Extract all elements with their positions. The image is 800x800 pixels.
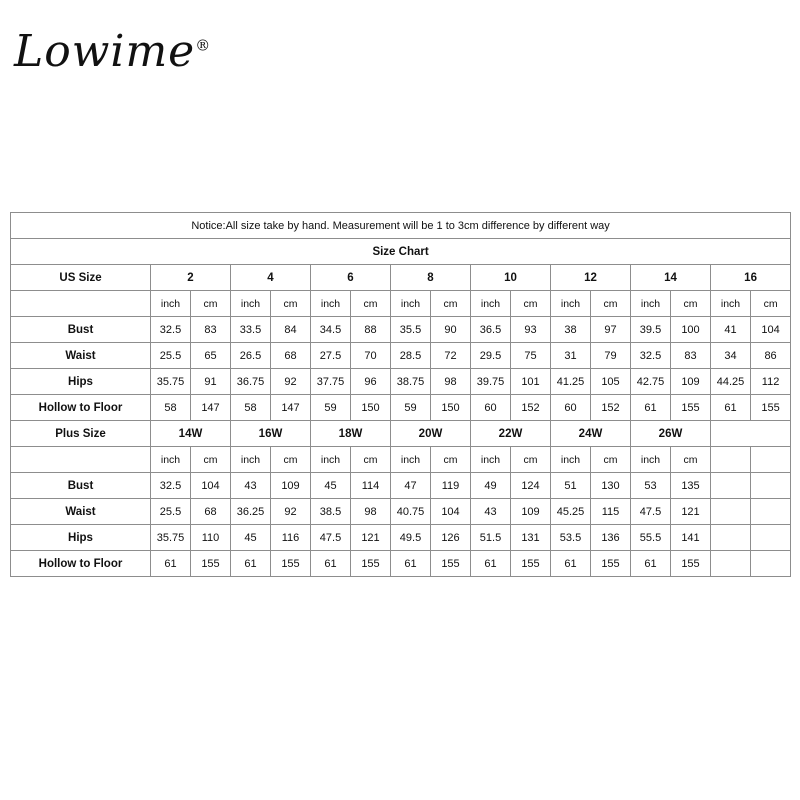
unit-cm: cm (751, 291, 791, 317)
measure-value: 61 (231, 551, 271, 577)
measure-value: 43 (471, 499, 511, 525)
table-row (11, 525, 791, 551)
measure-value: 130 (591, 473, 631, 499)
table-row (11, 395, 791, 421)
measure-value: 25.5 (151, 343, 191, 369)
us-size-label: US Size (11, 265, 151, 291)
measure-value: 58 (231, 395, 271, 421)
measure-value: 92 (271, 499, 311, 525)
us-size-value: 10 (471, 265, 551, 291)
us-size-header-row (11, 265, 791, 291)
measure-value: 93 (511, 317, 551, 343)
unit-inch: inch (631, 291, 671, 317)
measure-value: 104 (431, 499, 471, 525)
measure-value: 59 (391, 395, 431, 421)
measure-value: 36.5 (471, 317, 511, 343)
measure-value: 101 (511, 369, 551, 395)
title-row (11, 239, 791, 265)
measure-value: 115 (591, 499, 631, 525)
us-size-value: 8 (391, 265, 471, 291)
measure-value: 150 (431, 395, 471, 421)
unit-inch: inch (391, 291, 431, 317)
spacer-cell (751, 447, 791, 473)
measure-value: 35.5 (391, 317, 431, 343)
registered-mark: ® (195, 36, 212, 55)
table-row (11, 317, 791, 343)
measure-value: 25.5 (151, 499, 191, 525)
spacer-cell (711, 551, 751, 577)
measure-value: 32.5 (151, 317, 191, 343)
unit-cm: cm (271, 291, 311, 317)
measure-value: 152 (591, 395, 631, 421)
measure-value: 110 (191, 525, 231, 551)
measure-value: 97 (591, 317, 631, 343)
table-row (11, 551, 791, 577)
spacer-cell (751, 525, 791, 551)
table-row (11, 473, 791, 499)
measure-value: 38 (551, 317, 591, 343)
measure-value: 155 (751, 395, 791, 421)
unit-inch: inch (231, 447, 271, 473)
measure-value: 72 (431, 343, 471, 369)
measure-value: 47.5 (311, 525, 351, 551)
spacer-cell (751, 499, 791, 525)
measure-value: 83 (191, 317, 231, 343)
measure-value: 53.5 (551, 525, 591, 551)
spacer-cell (711, 447, 751, 473)
measure-value: 136 (591, 525, 631, 551)
table-row (11, 343, 791, 369)
measure-value: 37.75 (311, 369, 351, 395)
notice-text: Notice:All size take by hand. Measurement will be 1 to 3cm difference by different way (11, 213, 791, 239)
measure-value: 92 (271, 369, 311, 395)
measure-value: 121 (671, 499, 711, 525)
measure-value: 36.25 (231, 499, 271, 525)
spacer-cell (11, 291, 151, 317)
spacer-cell (711, 421, 791, 447)
unit-inch: inch (711, 291, 751, 317)
measure-value: 68 (191, 499, 231, 525)
unit-cm: cm (191, 291, 231, 317)
measure-value: 83 (671, 343, 711, 369)
unit-inch: inch (311, 291, 351, 317)
unit-cm: cm (431, 447, 471, 473)
measure-value: 33.5 (231, 317, 271, 343)
unit-cm: cm (511, 447, 551, 473)
unit-cm: cm (591, 447, 631, 473)
measure-value: 31 (551, 343, 591, 369)
measure-value: 55.5 (631, 525, 671, 551)
measure-value: 104 (751, 317, 791, 343)
measure-value: 53 (631, 473, 671, 499)
measure-value: 61 (631, 395, 671, 421)
spacer-cell (711, 525, 751, 551)
unit-inch: inch (231, 291, 271, 317)
us-size-value: 14 (631, 265, 711, 291)
measure-value: 49.5 (391, 525, 431, 551)
measure-value: 135 (671, 473, 711, 499)
measure-value: 61 (471, 551, 511, 577)
measure-value: 32.5 (631, 343, 671, 369)
measure-value: 47.5 (631, 499, 671, 525)
measure-value: 59 (311, 395, 351, 421)
measure-value: 131 (511, 525, 551, 551)
measure-value: 42.75 (631, 369, 671, 395)
measure-value: 61 (391, 551, 431, 577)
unit-inch: inch (471, 447, 511, 473)
measure-value: 51.5 (471, 525, 511, 551)
unit-cm: cm (351, 447, 391, 473)
measure-value: 61 (711, 395, 751, 421)
unit-cm: cm (191, 447, 231, 473)
unit-cm: cm (591, 291, 631, 317)
plus-size-value: 16W (231, 421, 311, 447)
unit-inch: inch (551, 447, 591, 473)
measure-value: 126 (431, 525, 471, 551)
measure-value: 155 (511, 551, 551, 577)
measure-label: Bust (11, 317, 151, 343)
measure-value: 60 (551, 395, 591, 421)
measure-value: 41.25 (551, 369, 591, 395)
measure-value: 65 (191, 343, 231, 369)
measure-value: 41 (711, 317, 751, 343)
chart-title: Size Chart (11, 239, 791, 265)
measure-value: 39.5 (631, 317, 671, 343)
measure-value: 84 (271, 317, 311, 343)
us-size-value: 16 (711, 265, 791, 291)
measure-value: 28.5 (391, 343, 431, 369)
us-size-value: 2 (151, 265, 231, 291)
table-row (11, 369, 791, 395)
measure-value: 155 (671, 551, 711, 577)
measure-value: 35.75 (151, 369, 191, 395)
plus-size-label: Plus Size (11, 421, 151, 447)
measure-value: 45.25 (551, 499, 591, 525)
measure-label: Hips (11, 525, 151, 551)
us-size-value: 12 (551, 265, 631, 291)
measure-value: 27.5 (311, 343, 351, 369)
measure-value: 90 (431, 317, 471, 343)
measure-value: 112 (751, 369, 791, 395)
us-size-value: 4 (231, 265, 311, 291)
measure-value: 147 (271, 395, 311, 421)
unit-cm: cm (431, 291, 471, 317)
measure-value: 32.5 (151, 473, 191, 499)
plus-unit-row (11, 447, 791, 473)
measure-value: 109 (271, 473, 311, 499)
unit-inch: inch (631, 447, 671, 473)
plus-size-value: 26W (631, 421, 711, 447)
measure-label: Waist (11, 499, 151, 525)
measure-value: 61 (151, 551, 191, 577)
measure-value: 152 (511, 395, 551, 421)
spacer-cell (711, 499, 751, 525)
measure-value: 86 (751, 343, 791, 369)
measure-value: 49 (471, 473, 511, 499)
measure-value: 51 (551, 473, 591, 499)
measure-label: Waist (11, 343, 151, 369)
unit-inch: inch (311, 447, 351, 473)
brand-name: Lowime (14, 26, 196, 77)
standard-unit-row (11, 291, 791, 317)
plus-size-header-row (11, 421, 791, 447)
measure-value: 29.5 (471, 343, 511, 369)
spacer-cell (751, 551, 791, 577)
plus-size-value: 14W (151, 421, 231, 447)
measure-value: 116 (271, 525, 311, 551)
measure-value: 38.75 (391, 369, 431, 395)
measure-label: Bust (11, 473, 151, 499)
plus-size-value: 18W (311, 421, 391, 447)
measure-value: 100 (671, 317, 711, 343)
measure-value: 88 (351, 317, 391, 343)
measure-value: 45 (231, 525, 271, 551)
measure-value: 35.75 (151, 525, 191, 551)
brand-logo (14, 26, 211, 77)
unit-cm: cm (511, 291, 551, 317)
measure-value: 150 (351, 395, 391, 421)
measure-value: 119 (431, 473, 471, 499)
measure-value: 26.5 (231, 343, 271, 369)
unit-cm: cm (671, 447, 711, 473)
plus-size-value: 22W (471, 421, 551, 447)
measure-value: 43 (231, 473, 271, 499)
unit-inch: inch (551, 291, 591, 317)
measure-value: 155 (191, 551, 231, 577)
spacer-cell (711, 473, 751, 499)
measure-value: 155 (431, 551, 471, 577)
unit-inch: inch (151, 291, 191, 317)
measure-value: 155 (591, 551, 631, 577)
spacer-cell (751, 473, 791, 499)
us-size-value: 6 (311, 265, 391, 291)
measure-value: 155 (351, 551, 391, 577)
measure-value: 58 (151, 395, 191, 421)
measure-value: 109 (511, 499, 551, 525)
measure-value: 36.75 (231, 369, 271, 395)
measure-value: 96 (351, 369, 391, 395)
measure-value: 47 (391, 473, 431, 499)
size-chart-table (10, 212, 791, 577)
measure-value: 60 (471, 395, 511, 421)
plus-size-value: 20W (391, 421, 471, 447)
measure-value: 104 (191, 473, 231, 499)
measure-value: 70 (351, 343, 391, 369)
measure-value: 147 (191, 395, 231, 421)
measure-value: 61 (631, 551, 671, 577)
measure-value: 38.5 (311, 499, 351, 525)
unit-cm: cm (271, 447, 311, 473)
unit-inch: inch (471, 291, 511, 317)
measure-value: 141 (671, 525, 711, 551)
unit-inch: inch (391, 447, 431, 473)
measure-value: 124 (511, 473, 551, 499)
spacer-cell (11, 447, 151, 473)
unit-cm: cm (351, 291, 391, 317)
measure-value: 114 (351, 473, 391, 499)
measure-value: 40.75 (391, 499, 431, 525)
measure-value: 155 (271, 551, 311, 577)
measure-value: 44.25 (711, 369, 751, 395)
measure-value: 105 (591, 369, 631, 395)
measure-value: 68 (271, 343, 311, 369)
measure-value: 34.5 (311, 317, 351, 343)
measure-value: 61 (551, 551, 591, 577)
table-row (11, 499, 791, 525)
plus-size-value: 24W (551, 421, 631, 447)
measure-value: 109 (671, 369, 711, 395)
unit-inch: inch (151, 447, 191, 473)
measure-label: Hips (11, 369, 151, 395)
measure-value: 155 (671, 395, 711, 421)
notice-row (11, 213, 791, 239)
measure-value: 39.75 (471, 369, 511, 395)
measure-label: Hollow to Floor (11, 551, 151, 577)
measure-value: 79 (591, 343, 631, 369)
measure-value: 45 (311, 473, 351, 499)
measure-value: 98 (351, 499, 391, 525)
size-chart-container (10, 212, 790, 577)
measure-value: 98 (431, 369, 471, 395)
measure-value: 34 (711, 343, 751, 369)
unit-cm: cm (671, 291, 711, 317)
measure-label: Hollow to Floor (11, 395, 151, 421)
measure-value: 75 (511, 343, 551, 369)
measure-value: 91 (191, 369, 231, 395)
measure-value: 61 (311, 551, 351, 577)
measure-value: 121 (351, 525, 391, 551)
